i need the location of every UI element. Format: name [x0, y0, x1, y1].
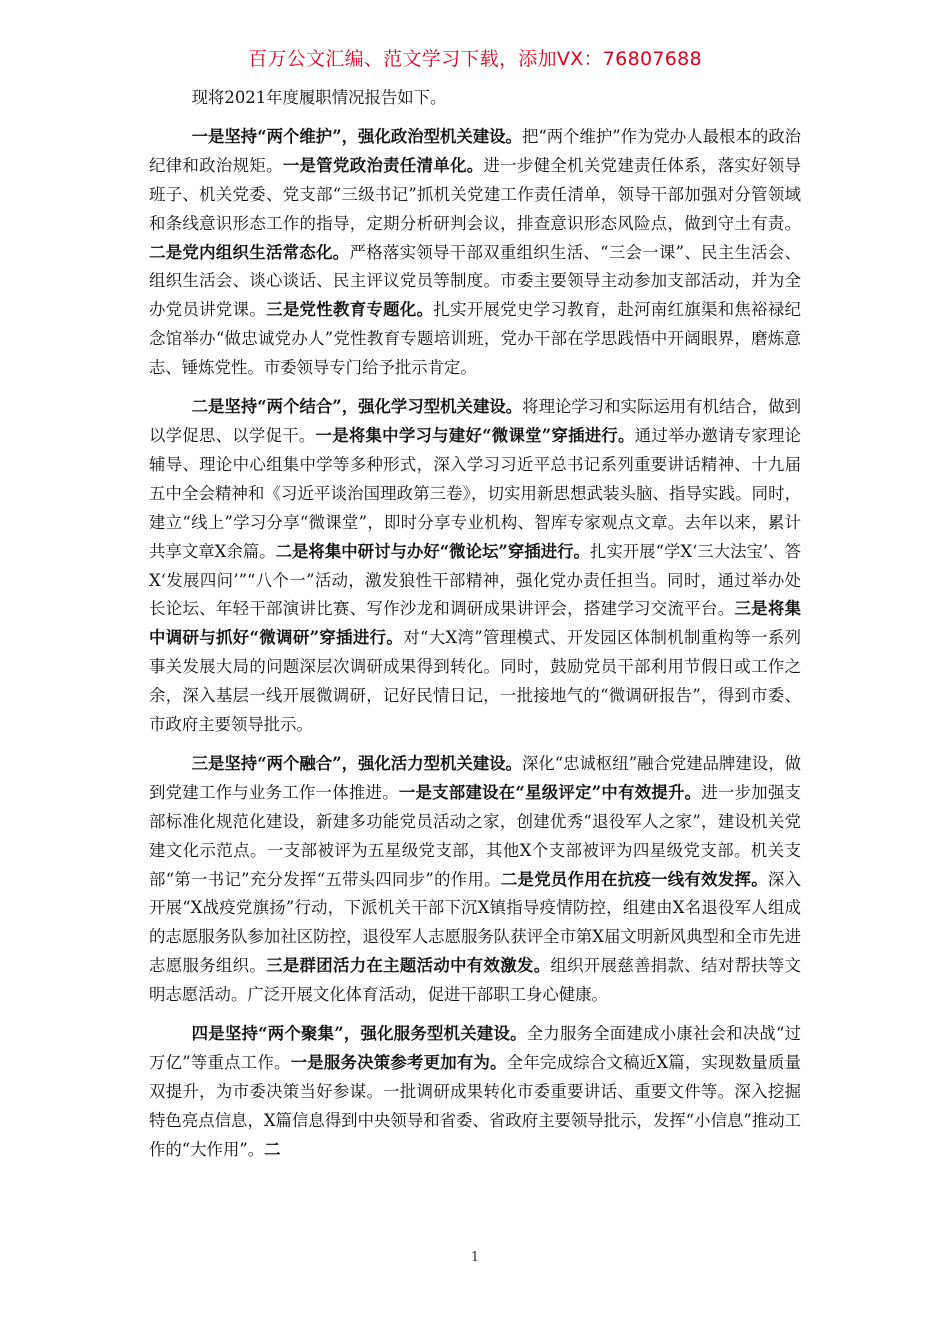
body-text: 全力服务全面建成小康社会和决战“过万亿”等重点工作。	[149, 1024, 801, 1072]
bold-phrase: 二是党员作用在抗疫一线有效发挥。	[500, 869, 768, 889]
bold-phrase: 一是服务决策参考更加有为。	[290, 1053, 507, 1072]
top-banner: 百万公文汇编、范文学习下载，添加VX：76807688	[248, 48, 702, 70]
section-paragraph	[149, 750, 801, 1010]
body-text: 进一步健全机关党建责任体系，落实好领导班子、机关党委、党支部“三级书记”抓机关党建工作责任清单，领导干部加强对分管领域和条线意识形态工作的指导，定期分析研判会议，排查意识形态风险点，做到守土有责。	[149, 155, 801, 233]
intro-paragraph: 现将2021年度履职情况报告如下。	[191, 88, 447, 107]
body-text: 扎实开展“学X‘三大法宝’、答X‘发展四问’”“八个一”活动，激发狼性干部精神，强化党办责任担当。同时，通过举办处长论坛、年轻干部演讲比赛、写作沙龙和调研成果讲评会，搭建学习交流平台。	[149, 541, 801, 619]
bold-phrase: 三是将集中调研与抓好“微调研”穿插进行。	[149, 599, 802, 648]
bold-phrase: 二	[264, 1139, 281, 1159]
bold-phrase: 四是坚持“两个聚集”，强化服务型机关建设。	[191, 1024, 527, 1044]
body-text: 组织开展慈善捐款、结对帮扶等文明志愿活动。广泛开展文化体育活动，促进干部职工身心健康。	[149, 956, 802, 1005]
bold-phrase: 一是管党政治责任清单化。	[282, 155, 484, 175]
body-text: 深入开展“X战疫党旗扬”行动，下派机关干部下沉X镇指导疫情防控，组建由X名退役军人组成的志愿服务队参加社区防控，退役军人志愿服务队获评全市第X届文明新风典型和全市先进志愿服务组织。	[149, 869, 802, 976]
bold-phrase: 一是坚持“两个维护”，强化政治型机关建设。	[191, 126, 522, 146]
document-body	[149, 84, 801, 1165]
bold-phrase: 一是将集中学习与建好“微课堂”穿插进行。	[315, 425, 635, 445]
body-text: 全年完成综合文稿近X篇，实现数量质量双提升，为市委决策当好参谋。一批调研成果转化市委重要讲话、重要文件等。深入挖掘特色亮点信息，X篇信息得到中央领导和省委、省政府主要领导批示，发挥“小信息”推动工作的“大作用”。	[149, 1053, 801, 1159]
section-paragraph	[149, 393, 801, 740]
section-paragraph	[149, 123, 801, 383]
body-text: 把“两个维护”作为党办人最根本的政治纪律和政治规矩。	[149, 126, 801, 175]
bold-phrase: 三是群团活力在主题活动中有效激发。	[266, 956, 551, 976]
bold-phrase: 三是坚持“两个融合”，强化活力型机关建设。	[191, 753, 522, 773]
body-text: 通过举办邀请专家理论辅导、理论中心组集中学等多种形式，深入学习习近平总书记系列重要讲话精神、十九届五中全会精神和《习近平谈治国理政第三卷》，切实用新思想武装头脑、指导实践。同时，建立“线上”学习分享“微课堂”，即时分享专业机构、智库专家观点文章。去年以来，累计共享文章X余篇。	[149, 425, 802, 561]
bold-phrase: 二是将集中研讨与办好“微论坛”穿插进行。	[275, 541, 590, 561]
body-text: 严格落实领导干部双重组织生活、“三会一课”、民主生活会、组织生活会、谈心谈话、民主评议党员等制度。市委主要领导主动参加支部活动，并为全办党员讲党课。	[149, 242, 801, 320]
body-text: 将理论学习和实际运用有机结合，做到以学促思、以学促干。	[149, 397, 802, 445]
bold-phrase: 二是党内组织生活常态化。	[149, 242, 350, 262]
bold-phrase: 三是党性教育专题化。	[266, 300, 434, 320]
body-text: 进一步加强支部标准化规范化建设，新建多功能党员活动之家，创建优秀“退役军人之家”，建设机关党建文化示范点。一支部被评为五星级党支部，其他X个支部被评为四星级党支部。机关支部“第一书记”充分发挥“五带头四同步”的作用。	[149, 782, 802, 889]
bold-phrase: 二是坚持“两个结合”，强化学习型机关建设。	[191, 397, 523, 417]
page-number: 1	[470, 1250, 480, 1265]
body-text: 对“大X湾”管理模式、开发园区体制机制重构等一系列事关发展大局的问题深层次调研成果得到转化。同时，鼓励党员干部利用节假日或工作之余，深入基层一线开展微调研，记好民情日记，一批接地气的“微调研报告”，得到市委、市政府主要领导批示。	[149, 628, 801, 735]
body-text: 扎实开展党史学习教育，赴河南红旗渠和焦裕禄纪念馆举办“做忠诚党办人”党性教育专题培训班，党办干部在学思践悟中开阔眼界，磨炼意志、锤炼党性。市委领导专门给予批示肯定。	[149, 300, 802, 378]
body-text: 深化“忠诚枢纽”融合党建品牌建设，做到党建工作与业务工作一体推进。	[149, 753, 801, 802]
section-paragraph	[149, 1020, 801, 1165]
bold-phrase: 一是支部建设在“星级评定”中有效提升。	[398, 782, 702, 802]
